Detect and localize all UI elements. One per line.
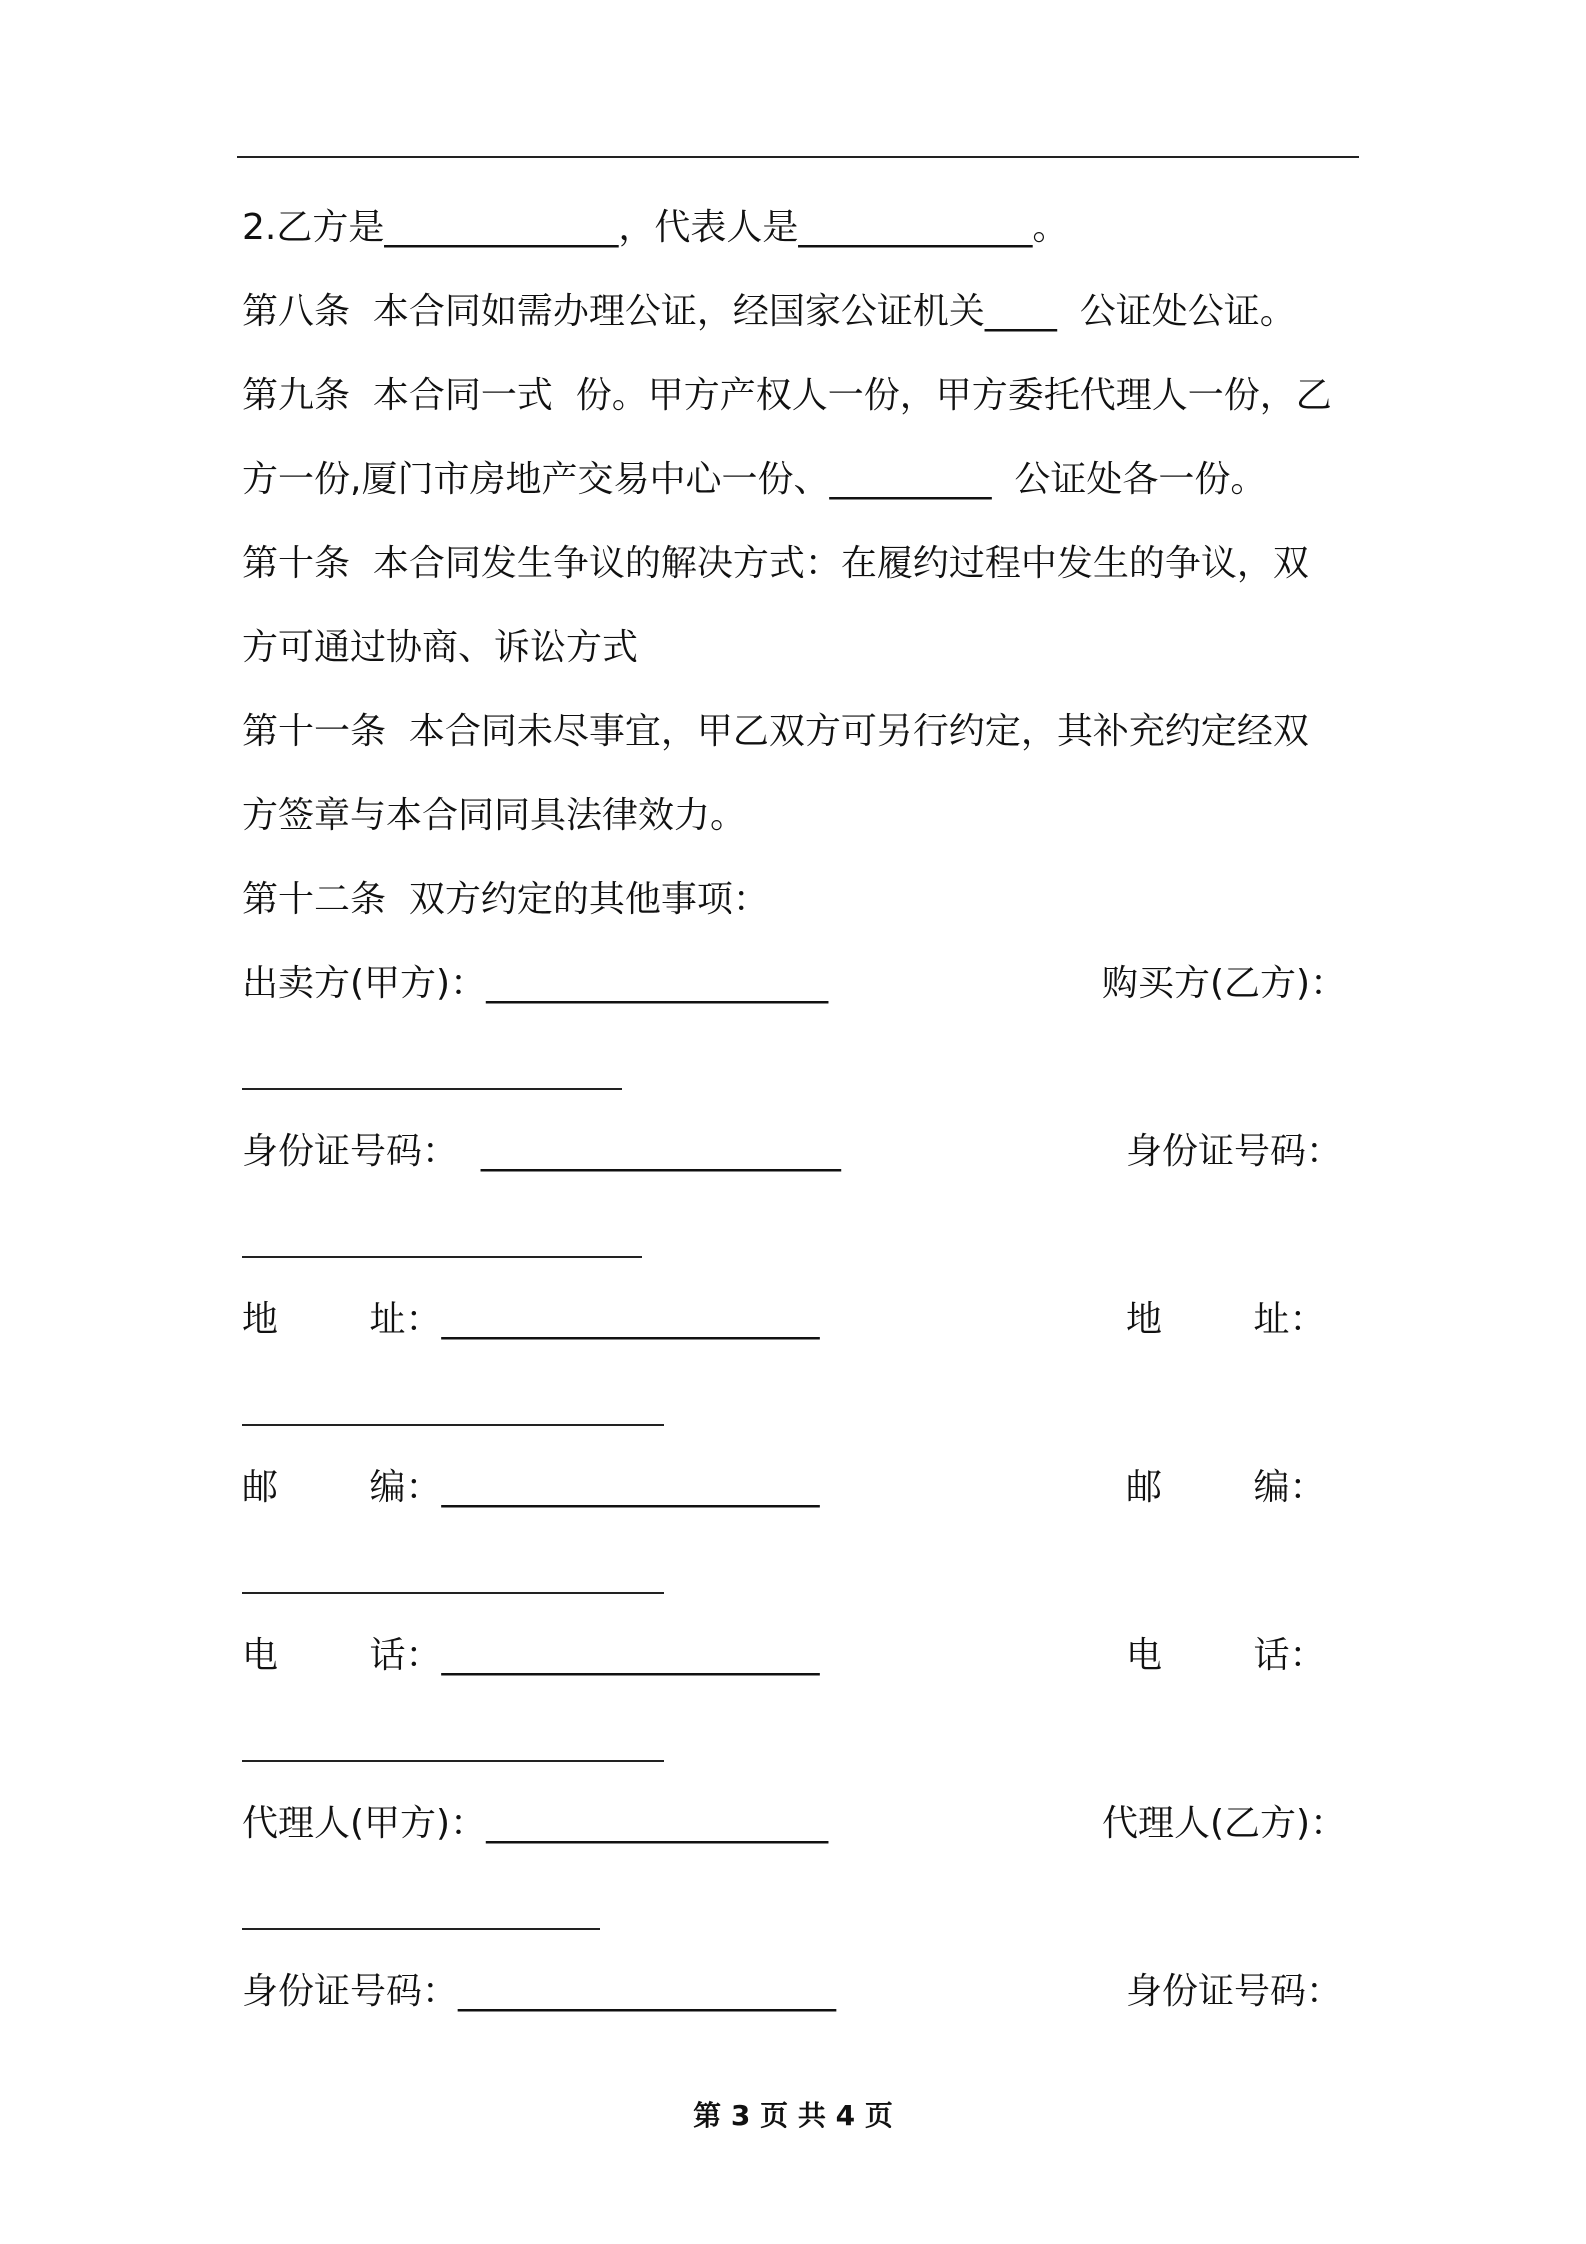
buyer-agent-id-label: 身份证号码： — [1126, 1971, 1343, 2012]
article-10-line2: 方可通过协商、诉讼方式 — [242, 627, 639, 668]
article-10-line1: 第十条 本合同发生争议的解决方式：在履约过程中发生的争议，双 — [242, 543, 1309, 584]
buyer-label: 购买方(乙方)： — [1102, 963, 1347, 1004]
article-8: 第八条 本合同如需办理公证，经国家公证机关____ 公证处公证。 — [242, 291, 1296, 332]
buyer-agent-label: 代理人(乙方)： — [1102, 1803, 1347, 1844]
article-9-line1: 第九条 本合同一式 份。甲方产权人一份，甲方委托代理人一份，乙 — [242, 375, 1332, 416]
seller-label: 出卖方(甲方)：___________________ — [242, 963, 829, 1004]
buyer-address-blank — [242, 1424, 664, 1426]
buyer-phone-label: 电 话： — [1126, 1635, 1326, 1676]
seller-phone-label: 电 话：_____________________ — [242, 1635, 820, 1676]
buyer-zip-blank — [242, 1592, 664, 1594]
buyer-zip-label: 邮 编： — [1126, 1467, 1326, 1508]
paragraph-party-b: 2.乙方是_____________，代表人是_____________。 — [242, 207, 1069, 248]
buyer-id-label: 身份证号码： — [1126, 1131, 1343, 1172]
seller-zip-label: 邮 编：_____________________ — [242, 1467, 820, 1508]
article-11-line1: 第十一条 本合同未尽事宜，甲乙双方可另行约定，其补充约定经双 — [242, 711, 1309, 752]
article-11-line2: 方签章与本合同同具法律效力。 — [242, 795, 747, 836]
seller-id-label: 身份证号码： ____________________ — [242, 1131, 841, 1172]
buyer-address-label: 地 址： — [1126, 1299, 1326, 1340]
header-rule — [237, 156, 1359, 158]
agent-id-label: 身份证号码：_____________________ — [242, 1971, 837, 2012]
buyer-id-blank — [242, 1256, 642, 1258]
article-12: 第十二条 双方约定的其他事项： — [242, 879, 769, 920]
buyer-phone-blank — [242, 1760, 664, 1762]
buyer-agent-blank — [242, 1928, 600, 1930]
seller-agent-label: 代理人(甲方)：___________________ — [242, 1803, 829, 1844]
buyer-blank — [242, 1088, 622, 1090]
seller-address-label: 地 址：_____________________ — [242, 1299, 820, 1340]
article-9-line2: 方一份,厦门市房地产交易中心一份、_________ 公证处各一份。 — [242, 459, 1267, 500]
page-number: 第 3 页 共 4 页 — [693, 2099, 893, 2132]
